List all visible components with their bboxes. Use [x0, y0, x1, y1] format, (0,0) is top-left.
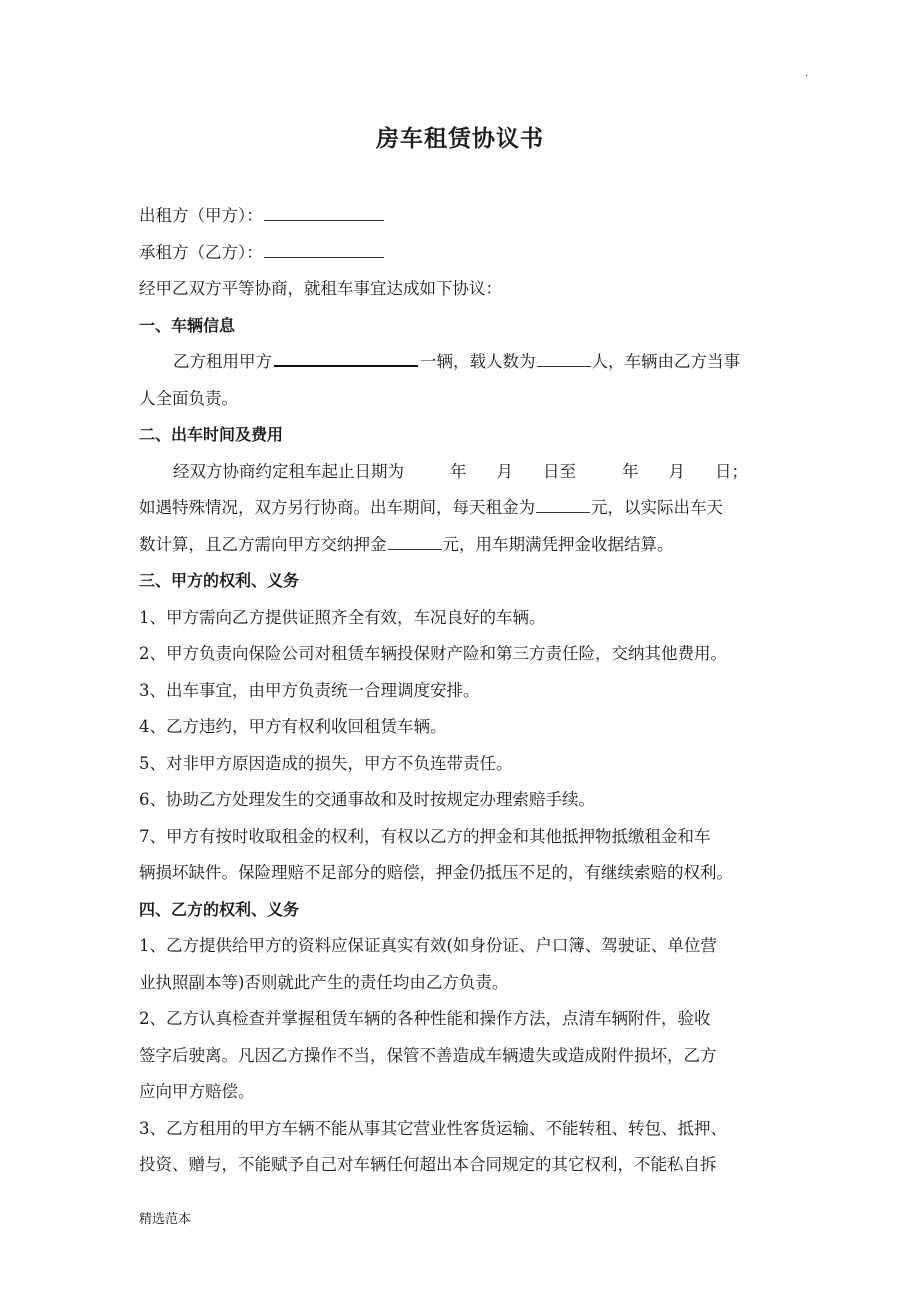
passenger-count-blank[interactable]	[537, 365, 591, 367]
lessee-blank[interactable]	[264, 256, 384, 258]
section-4-item-2-line-1: 2、乙方认真检查并掌握租赁车辆的各种性能和操作方法，点清车辆附件，验收	[139, 1009, 711, 1028]
lessor-blank[interactable]	[264, 219, 384, 221]
corner-mark: ·	[805, 71, 809, 82]
section-4-item-1-line-2: 业执照副本等)否则就此产生的责任均由乙方负责。	[139, 972, 509, 992]
daily-rent-text: 如遇特殊情况，双方另行协商。出车期间，每天租金为	[139, 498, 535, 517]
end-year-label: 年	[622, 461, 639, 481]
lessee-label: 承租方（乙方）：	[139, 242, 263, 262]
deposit-text-b: 元，用车期满凭押金收据结算。	[442, 534, 674, 554]
end-day-label: 日；	[715, 461, 748, 481]
vehicle-text-c: 人，车辆由乙方当事	[591, 352, 740, 371]
section-3-item-1: 1、甲方需向乙方提供证照齐全有效，车况良好的车辆。	[139, 607, 546, 627]
section-4-item-1-line-1: 1、乙方提供给甲方的资料应保证真实有效(如身份证、户口簿、驾驶证、单位营	[139, 936, 717, 955]
section-3-item-3: 3、出车事宜，由甲方负责统一合理调度安排。	[139, 680, 480, 700]
section-1-paragraph-line-2: 人全面负责。	[139, 388, 238, 408]
section-2-line-3	[139, 527, 791, 564]
section-4-item-2-line-2: 签字后驶离。凡因乙方操作不当，保管不善造成车辆遗失或造成附件损坏，乙方	[139, 1045, 717, 1065]
lessee-line	[139, 235, 791, 272]
section-3-heading: 三、甲方的权利、义务	[139, 571, 300, 590]
section-3-item-7-line-2: 辆损坏缺件。保险理赔不足部分的赔偿，押金仍抵压不足的，有继续索赔的权利。	[139, 863, 733, 882]
section-3-item-2: 2、甲方负责向保险公司对租赁车辆投保财产险和第三方责任险，交纳其他费用。	[139, 644, 727, 663]
vehicle-model-blank[interactable]	[274, 364, 418, 367]
watermark: zixin.com.cn	[520, 608, 770, 649]
section-1-heading: 一、车辆信息	[139, 315, 236, 335]
document-body	[139, 198, 791, 1184]
document-title: 房车租赁协议书	[376, 126, 544, 152]
section-2-heading: 二、出车时间及费用	[139, 425, 284, 444]
lessor-line	[139, 198, 791, 235]
section-4-item-3-line-2: 投资、赠与，不能赋予自己对车辆任何超出本合同规定的其它权利，不能私自拆	[139, 1155, 717, 1174]
lessor-label: 出租方（甲方）：	[139, 206, 263, 225]
section-2-line-1	[139, 454, 791, 491]
vehicle-text-a: 乙方租用甲方	[173, 352, 272, 371]
section-3-item-7-line-1: 7、甲方有按时收取租金的权利，有权以乙方的押金和其他抵押物抵缴租金和车	[139, 826, 711, 846]
section-4-heading: 四、乙方的权利、义务	[139, 899, 300, 919]
section-3-item-4: 4、乙方违约，甲方有权利收回租赁车辆。	[139, 717, 447, 736]
deposit-text: 数计算，且乙方需向甲方交纳押金	[139, 534, 387, 554]
start-day-label: 日至	[543, 461, 576, 481]
daily-rent-blank[interactable]	[536, 511, 590, 513]
end-month-label: 月	[668, 461, 685, 481]
section-2-line-2	[139, 490, 791, 527]
page-footer: 精选范本	[139, 1212, 192, 1227]
start-year-label: 年	[450, 461, 467, 481]
rental-period-text: 经双方协商约定租车起止日期为	[173, 461, 404, 481]
section-4-item-2-line-3: 应向甲方赔偿。	[139, 1082, 255, 1101]
section-3-item-5: 5、对非甲方原因造成的损失，甲方不负连带责任。	[139, 753, 513, 773]
vehicle-text-b: 一辆，载人数为	[420, 352, 536, 371]
intro-text: 经甲乙双方平等协商，就租车事宜达成如下协议：	[139, 279, 502, 298]
start-month-label: 月	[496, 461, 513, 481]
section-1-paragraph-line-1	[139, 344, 791, 381]
section-4-item-3-line-1: 3、乙方租用的甲方车辆不能从事其它营业性客货运输、不能转租、转包、抵押、	[139, 1118, 727, 1138]
deposit-blank[interactable]	[388, 548, 442, 550]
daily-rent-text-b: 元，以实际出车天	[591, 498, 723, 517]
section-3-item-6: 6、协助乙方处理发生的交通事故和及时按规定办理索赔手续。	[139, 790, 595, 809]
